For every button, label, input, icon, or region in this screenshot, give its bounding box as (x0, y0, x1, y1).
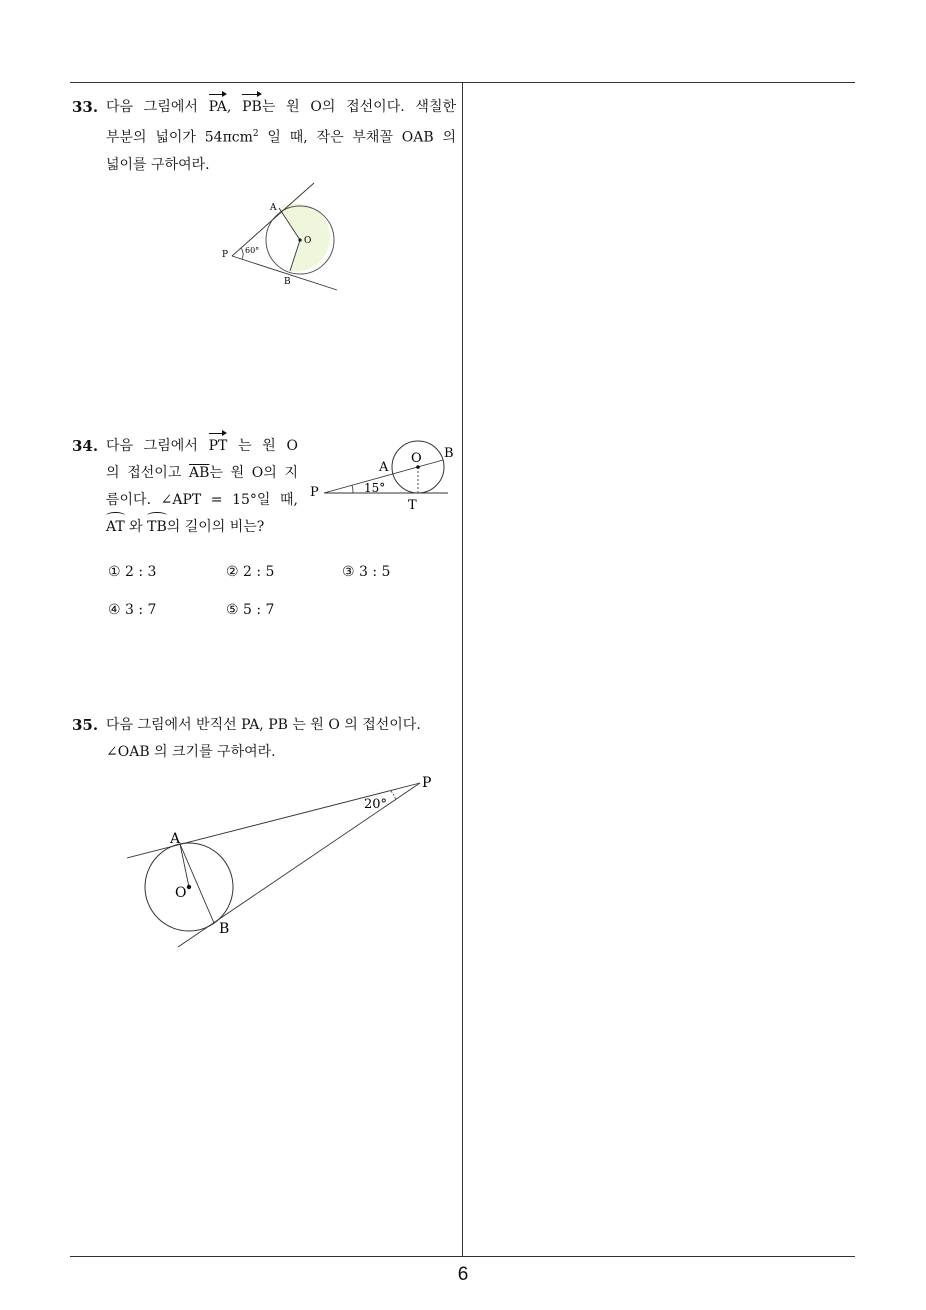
label-p: P (422, 775, 432, 791)
footer-rule (70, 1256, 855, 1257)
label-b: B (284, 277, 291, 287)
angle-label: 15° (364, 481, 386, 495)
problem-33 (72, 94, 456, 179)
figure-34 (306, 438, 462, 514)
problem-text-line: 름이다. ∠APT = 15°일 때, (106, 492, 298, 508)
problem-number: 34. (72, 437, 99, 455)
page-number: 6 (457, 1264, 469, 1285)
problem-text-line: 부분의 넓이가 54πcm$^2$ 일 때, 작은 부채꼴 OAB 의 (106, 129, 456, 146)
problem-text-line: 넓이를 구하여라. (106, 156, 210, 173)
problem-number: 35. (72, 716, 99, 734)
choice-1[interactable]: ① 2 : 3 (108, 564, 157, 580)
vector-pb: PB (242, 94, 262, 121)
chord-ab (180, 844, 214, 923)
label-p: P (222, 250, 229, 260)
choice-3[interactable]: ③ 3 : 5 (342, 564, 391, 580)
choice-5[interactable]: ⑤ 5 : 7 (226, 602, 275, 618)
column-divider (462, 82, 463, 1256)
radius-oa (180, 844, 189, 887)
arc-tb: TB (147, 514, 167, 541)
label-a: A (270, 203, 277, 213)
problem-text-line: AT 와 TB의 길이의 비는? (106, 514, 298, 541)
problem-text-line: 의 접선이고 $\overline{AB}$는 원 O의 지 (106, 465, 298, 481)
arc-at: AT (106, 514, 125, 541)
problem-text-line: 다음 그림에서 반직선 PA, PB 는 원 O 의 접선이다. (106, 717, 421, 733)
problem-text-line: 다음 그림에서 PT 는 원 O (106, 433, 298, 460)
vector-pt: PT (209, 433, 228, 460)
problem-35 (72, 712, 456, 766)
segment-ab: $\overline{AB}$ (188, 465, 210, 481)
problem-text-line: 다음 그림에서 PA, PB는 원 O의 접선이다. 색칠한 (106, 94, 456, 121)
angle-label: 20° (364, 797, 388, 812)
label-t: T (408, 498, 417, 513)
angle-arc (391, 791, 396, 800)
label-a: A (170, 831, 181, 847)
figure-35 (120, 770, 440, 952)
problem-number: 33. (72, 98, 99, 116)
label-b: B (444, 446, 454, 461)
angle-label: 60° (245, 246, 260, 255)
label-o: O (304, 236, 312, 246)
choices-34 (108, 564, 458, 624)
angle-arc (241, 248, 243, 259)
angle-arc (352, 485, 353, 493)
label-o: O (175, 885, 187, 901)
choice-2[interactable]: ② 2 : 5 (226, 564, 275, 580)
label-p: P (310, 485, 319, 500)
problem-text-line: ∠OAB 의 크기를 구하여라. (106, 744, 276, 760)
label-a: A (379, 460, 389, 475)
choice-4[interactable]: ④ 3 : 7 (108, 602, 157, 618)
label-o: O (411, 451, 422, 466)
vector-pa: PA (209, 94, 227, 121)
figure-33 (200, 176, 350, 298)
problem-34 (72, 433, 298, 541)
label-b: B (219, 921, 230, 937)
center-dot (187, 885, 191, 889)
center-dot (298, 238, 301, 241)
